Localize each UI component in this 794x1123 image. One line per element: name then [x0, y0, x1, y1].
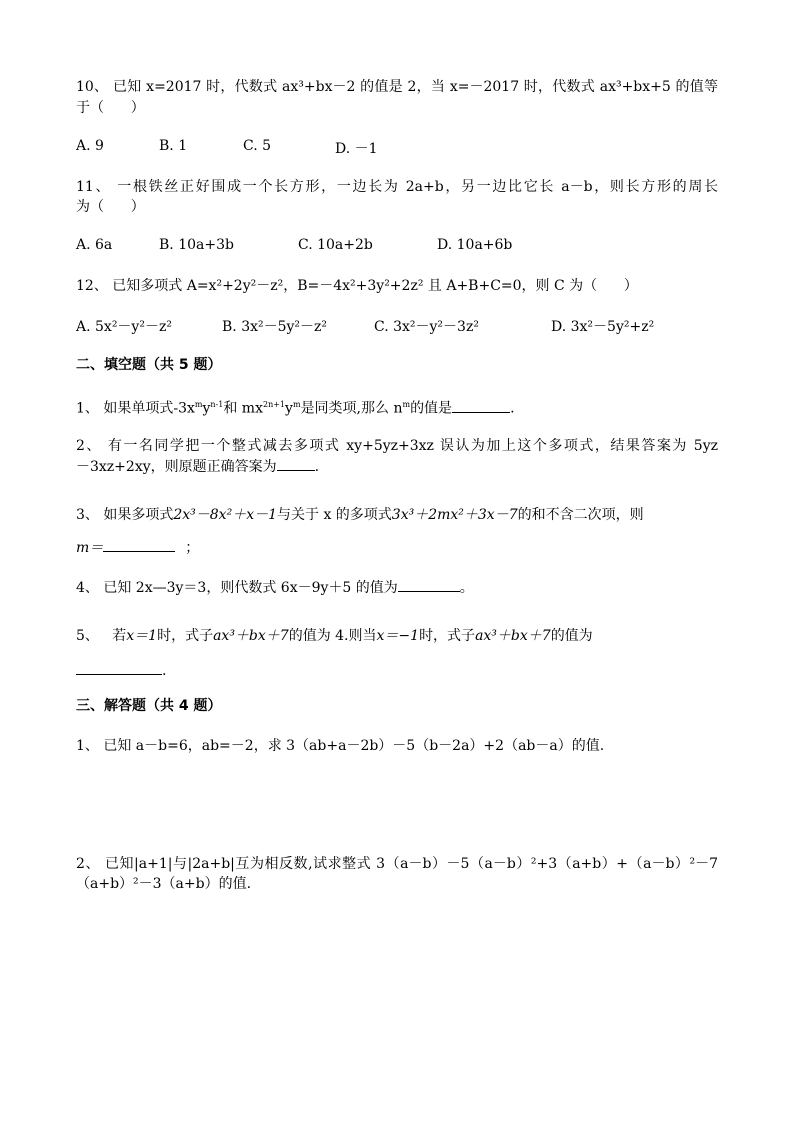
- question-11-option-c: C. 10a+2b: [298, 237, 373, 253]
- fill-question-5-line-1: 5、 若x＝1时，式子ax³＋bx＋7的值为 4.则当x＝−1时，式子ax³＋bx＋7的值为: [76, 628, 593, 644]
- section-fill-heading: 二、填空题（共 5 题）: [76, 357, 222, 373]
- question-10-option-a: A. 9: [76, 138, 104, 154]
- fill-question-4: 4、 已知 2x—3y＝3，则代数式 6x－9y＋5 的值为 。: [76, 577, 474, 598]
- answer-blank[interactable]: [452, 398, 510, 413]
- fill-question-2-line-2: －3xz+2xy，则原题正确答案为 .: [76, 456, 319, 477]
- fill-question-5-line-2: .: [76, 660, 166, 681]
- question-10-option-c: C. 5: [243, 138, 272, 154]
- solve-question-2-line-1: 2、 已知|a+1|与|2a+b|互为相反数,试求整式 3（a－b）－5（a－b）²+3（a+b）+（a－b）²－7: [76, 856, 718, 872]
- fill-question-3-line-1: 3、 如果多项式2x³－8x²＋x－1与关于 x 的多项式3x³＋2mx²＋3x－7的和不含二次项，则: [76, 507, 644, 523]
- solve-question-1: 1、 已知 a－b=6，ab=－2，求 3（ab+a－2b）－5（b－2a）+2（ab－a）的值.: [76, 738, 605, 754]
- question-10-line-1: 10、 已知 x=2017 时，代数式 ax³+bx－2 的值是 2，当 x=－2017 时，代数式 ax³+bx+5 的值等: [76, 79, 718, 95]
- answer-blank[interactable]: [398, 577, 460, 592]
- answer-blank[interactable]: [277, 456, 315, 471]
- question-11-option-a: A. 6a: [76, 237, 113, 253]
- question-12-option-c: C. 3x²－y²－3z²: [374, 319, 479, 335]
- question-11-line-2: 为（ ）: [76, 199, 145, 215]
- question-11-line-1: 11、 一根铁丝正好围成一个长方形，一边长为 2a+b，另一边比它长 a－b，则长方形的周长: [76, 179, 718, 195]
- question-12-line-1: 12、 已知多项式 A=x²+2y²－z²，B=－4x²+3y²+2z² 且 A+B+C=0，则 C 为（ ）: [76, 278, 638, 294]
- solve-question-2-line-2: （a+b）²－3（a+b）的值.: [76, 876, 252, 892]
- section-solve-heading: 三、解答题（共 4 题）: [76, 698, 222, 714]
- question-10-option-d: D. －1: [335, 141, 378, 157]
- fill-question-2-line-1: 2、 有一名同学把一个整式减去多项式 xy+5yz+3xz 误认为加上这个多项式，结果答案为 5yz: [76, 438, 718, 454]
- question-10-option-b: B. 1: [159, 138, 188, 154]
- fill-question-1: 1、 如果单项式$-3x^my^{n-1}$和 $mx^{2n+1}y^m$是同类项,那么 $n^m$的值是 .: [76, 395, 515, 419]
- answer-blank[interactable]: [76, 660, 162, 675]
- question-12-option-d: D. 3x²－5y²+z²: [551, 319, 655, 335]
- question-10-line-2: 于（ ）: [76, 100, 145, 116]
- answer-blank[interactable]: [103, 537, 175, 552]
- question-11-option-b: B. 10a+3b: [159, 237, 234, 253]
- polynomial-1: 2x³－8x²＋x－1: [173, 507, 277, 523]
- fill-question-3-line-2: m＝ ；: [76, 537, 199, 558]
- question-12-option-a: A. 5x²－y²－z²: [76, 319, 172, 335]
- question-11-option-d: D. 10a+6b: [437, 237, 513, 253]
- question-12-option-b: B. 3x²－5y²－z²: [222, 319, 328, 335]
- polynomial-2: 3x³＋2mx²＋3x－7: [391, 507, 518, 523]
